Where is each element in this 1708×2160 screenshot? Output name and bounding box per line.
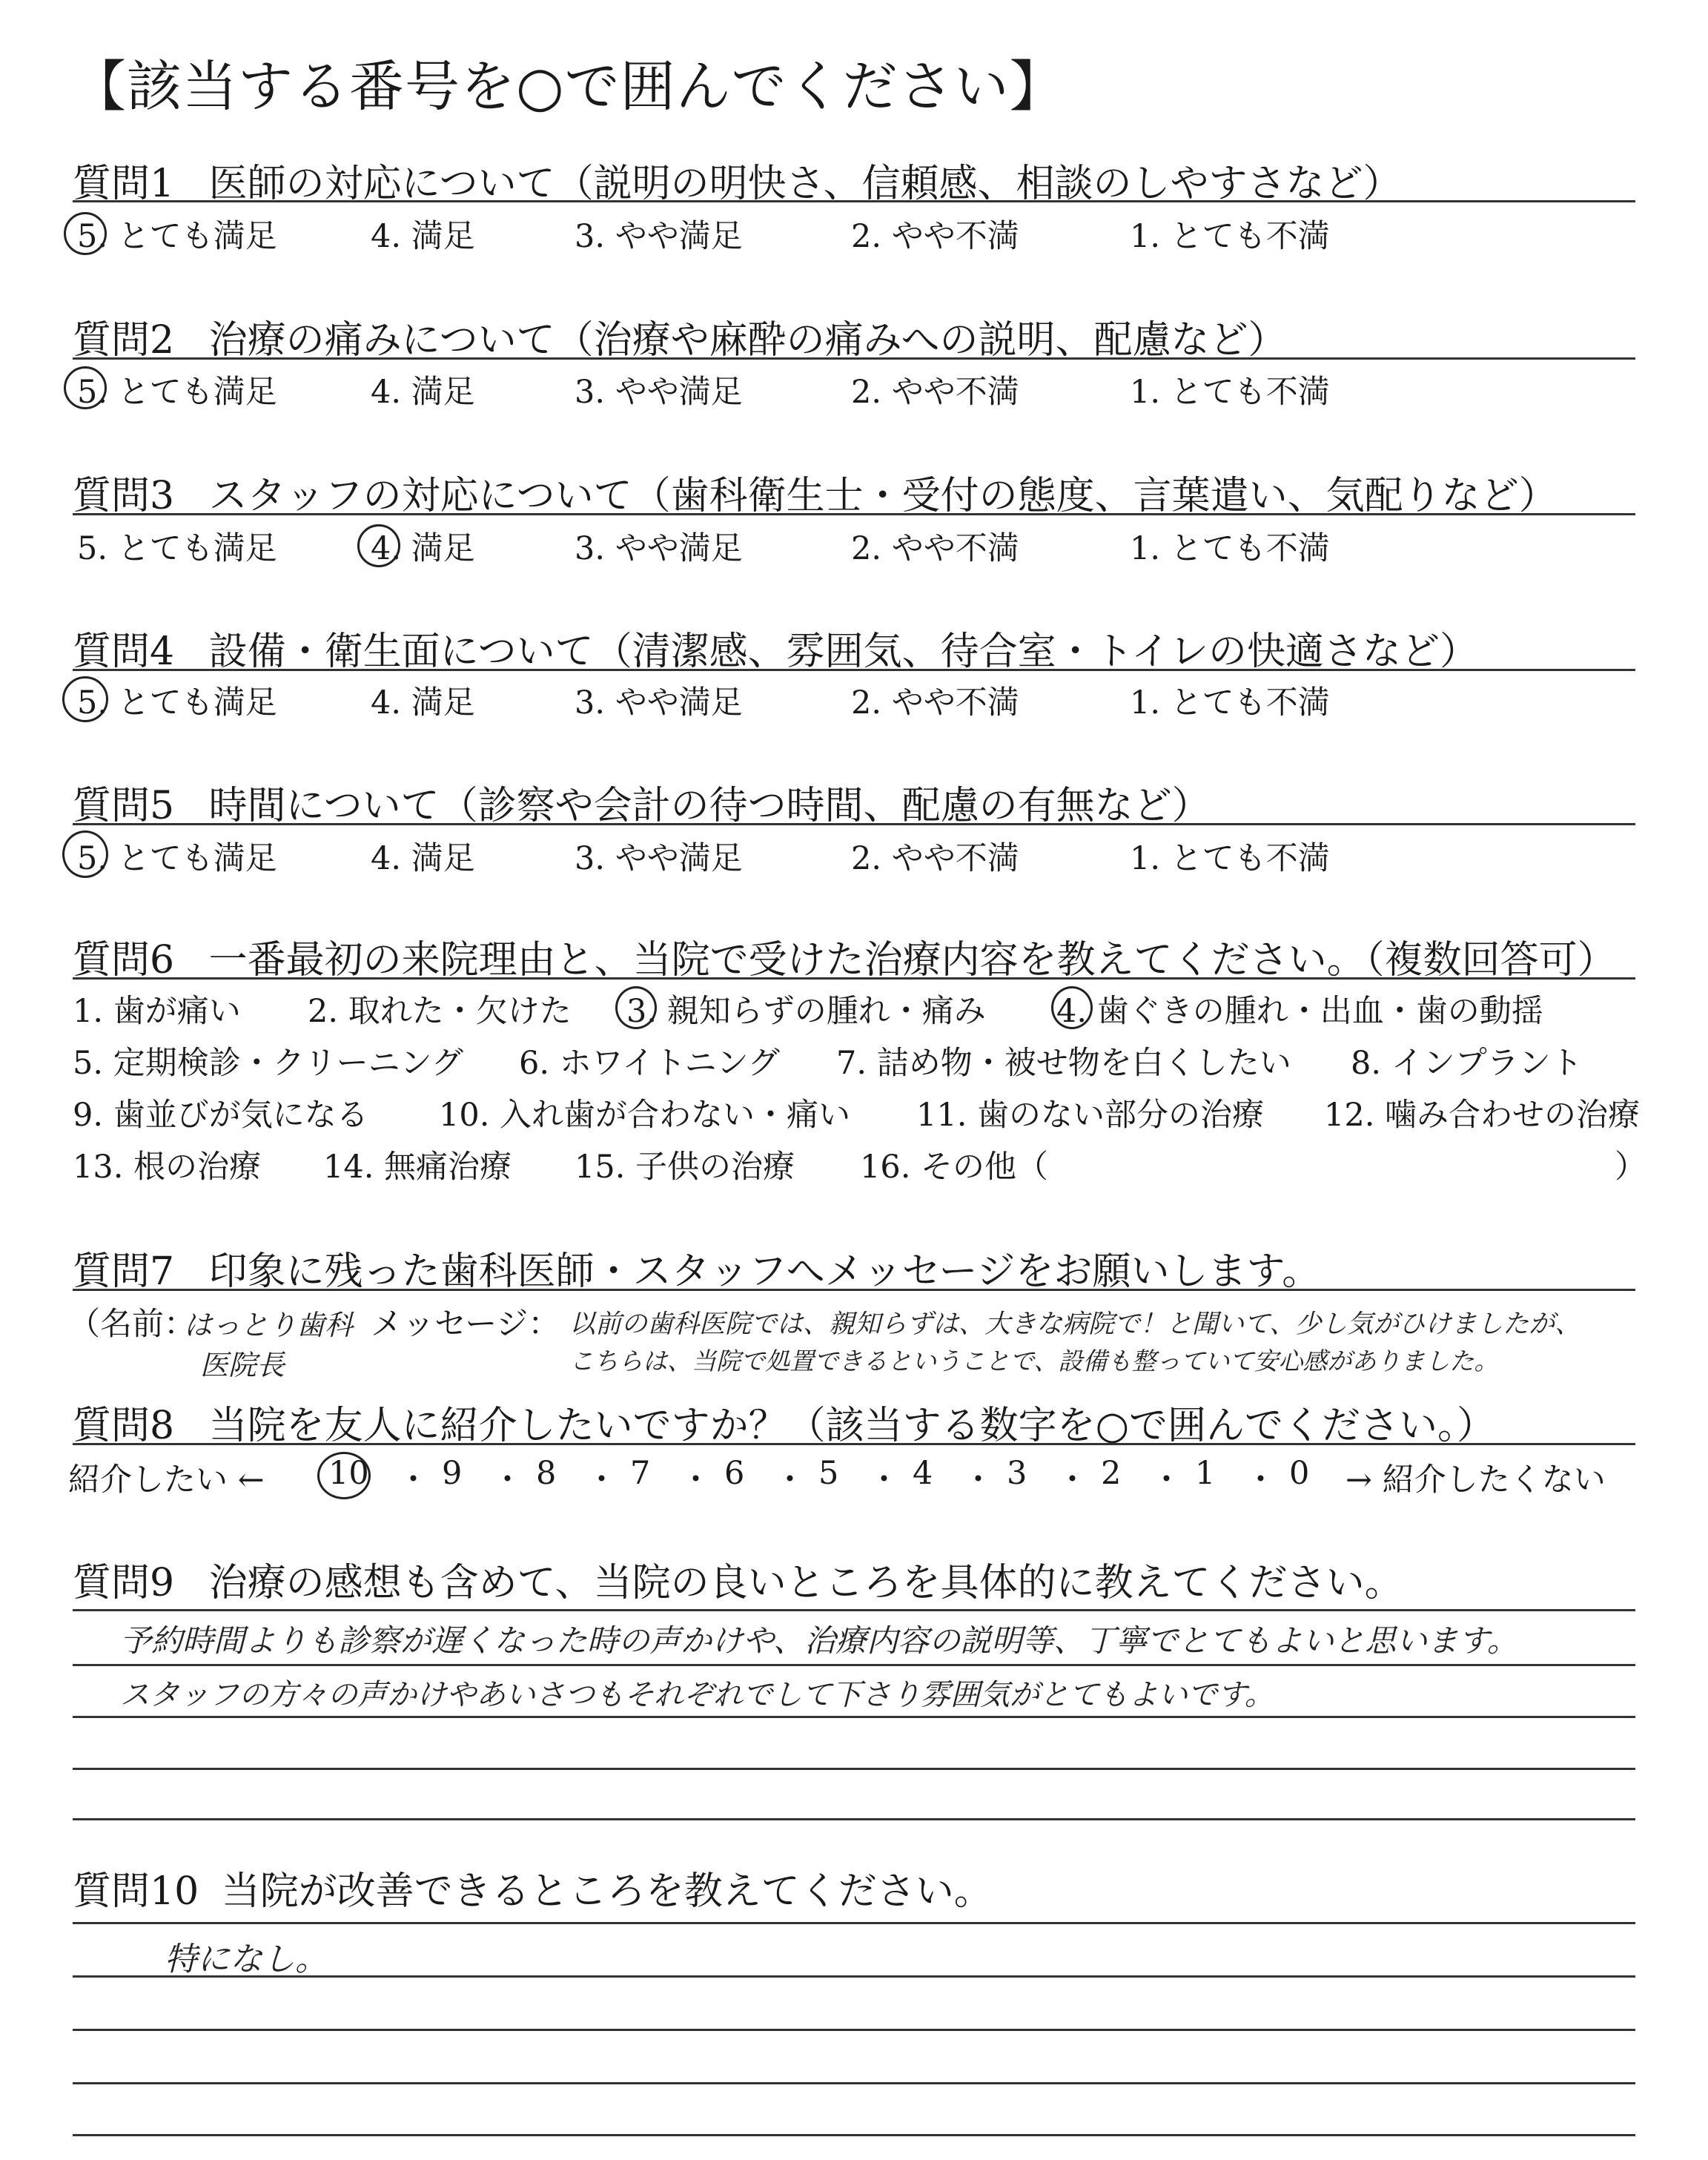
q6-option-6[interactable]: 6. ホワイトニング <box>519 1045 780 1082</box>
question-6-heading <box>73 928 1616 984</box>
scale-dot: ・ <box>586 1462 618 1499</box>
answer-line <box>73 1768 1635 1770</box>
scale-0[interactable]: 0 <box>1289 1455 1310 1492</box>
page-title: 【該当する番号を○で囲んでください】 <box>71 55 1065 119</box>
q9-answer-line-1: 予約時間よりも診察が遅くなった時の声かけや、治療内容の説明等、丁寧でとてもよいと思います。 <box>120 1622 1518 1659</box>
question-6-label: 質問6 <box>73 938 175 982</box>
answer-line <box>73 1609 1635 1611</box>
name-value: はっとり歯科 <box>184 1309 354 1341</box>
q4-option-1[interactable]: 1. とても不満 <box>1130 684 1330 721</box>
divider <box>73 669 1635 671</box>
scale-8[interactable]: 8 <box>536 1455 557 1492</box>
answer-line <box>73 1716 1635 1718</box>
scale-6[interactable]: 6 <box>724 1455 745 1492</box>
question-8-label: 質問8 <box>73 1404 175 1448</box>
question-4-text: 設備・衛生面について（清潔感、雰囲気、待合室・トイレの快適さなど） <box>208 630 1478 674</box>
divider <box>73 1443 1635 1445</box>
question-5-text: 時間について（診察や会計の待つ時間、配慮の有無など） <box>208 784 1211 828</box>
q1-option-3[interactable]: 3. やや満足 <box>575 218 743 255</box>
answer-line <box>73 2134 1635 2136</box>
q6-option-11[interactable]: 11. 歯のない部分の治療 <box>916 1097 1265 1134</box>
q6-option-4[interactable]: 4. 歯ぐきの腫れ・出血・歯の動揺 <box>1056 993 1543 1030</box>
question-10-text: 当院が改善できるところを教えてください。 <box>221 1869 993 1914</box>
q9-answer-line-2: スタッフの方々の声かけやあいさつもそれぞれでして下さり雰囲気がとてもよいです。 <box>120 1678 1274 1712</box>
message-line-1: 以前の歯科医院では、親知らずは、大きな病院で！と聞いて、少し気がひけましたが、 <box>569 1309 1581 1339</box>
q5-option-5[interactable]: 5. とても満足 <box>77 840 277 877</box>
q2-option-1[interactable]: 1. とても不満 <box>1130 374 1330 411</box>
divider <box>73 513 1635 515</box>
scale-right-label: → 紹介したくない <box>1345 1462 1606 1499</box>
question-1-text: 医師の対応について（説明の明快さ、信頼感、相談のしやすさなど） <box>208 162 1402 206</box>
q5-option-2[interactable]: 2. やや不満 <box>851 840 1019 877</box>
scale-dot: ・ <box>1245 1462 1277 1499</box>
scale-dot: ・ <box>1056 1462 1088 1499</box>
scale-dot: ・ <box>1151 1462 1182 1499</box>
q5-option-1[interactable]: 1. とても不満 <box>1130 840 1330 877</box>
question-3-text: スタッフの対応について（歯科衛生士・受付の態度、言葉遣い、気配りなど） <box>208 474 1558 518</box>
question-4-label: 質問4 <box>73 630 175 674</box>
scale-9[interactable]: 9 <box>442 1455 463 1492</box>
question-3-label: 質問3 <box>73 474 175 518</box>
q2-option-2[interactable]: 2. やや不満 <box>851 374 1019 411</box>
q3-option-2[interactable]: 2. やや不満 <box>851 530 1019 567</box>
q4-option-5[interactable]: 5. とても満足 <box>77 684 277 721</box>
q6-option-9[interactable]: 9. 歯並びが気になる <box>73 1097 368 1134</box>
question-4-heading <box>73 620 1478 676</box>
q6-option-7[interactable]: 7. 詰め物・被せ物を白くしたい <box>836 1045 1291 1082</box>
question-7-text: 印象に残った歯科医師・スタッフへメッセージをお願いします。 <box>208 1249 1321 1294</box>
scale-2[interactable]: 2 <box>1101 1455 1122 1492</box>
question-5-label: 質問5 <box>73 784 175 828</box>
selection-circle <box>317 1452 371 1499</box>
q5-option-3[interactable]: 3. やや満足 <box>575 840 743 877</box>
q6-option-5[interactable]: 5. 定期検診・クリーニング <box>73 1045 463 1082</box>
scale-left-label: 紹介したい ← <box>68 1462 265 1499</box>
question-8-text: 当院を友人に紹介したいですか？（該当する数字を○で囲んでください。） <box>208 1404 1495 1448</box>
question-8-heading <box>73 1394 1495 1450</box>
q3-option-5[interactable]: 5. とても満足 <box>77 530 277 567</box>
q6-option-15[interactable]: 15. 子供の治療 <box>575 1149 795 1186</box>
question-10-label: 質問10 <box>73 1869 199 1914</box>
scale-10[interactable]: 10 <box>328 1455 369 1492</box>
scale-dot: ・ <box>491 1462 523 1499</box>
q1-option-2[interactable]: 2. やや不満 <box>851 218 1019 255</box>
q5-option-4[interactable]: 4. 満足 <box>371 840 475 877</box>
divider <box>73 977 1635 980</box>
divider <box>73 823 1635 825</box>
scale-1[interactable]: 1 <box>1195 1455 1216 1492</box>
q6-option-12[interactable]: 12. 噛み合わせの治療 <box>1324 1097 1641 1134</box>
scale-dot: ・ <box>680 1462 712 1499</box>
divider <box>73 200 1635 202</box>
name-label: （名前： <box>68 1306 196 1343</box>
q6-option-16[interactable]: 16. その他（ <box>860 1149 1049 1186</box>
q6-option-2[interactable]: 2. 取れた・欠けた <box>308 993 572 1030</box>
question-3-heading <box>73 464 1558 520</box>
answer-line <box>73 1922 1635 1924</box>
scale-7[interactable]: 7 <box>630 1455 651 1492</box>
q10-answer-line-1: 特になし。 <box>165 1941 328 1978</box>
q3-option-3[interactable]: 3. やや満足 <box>575 530 743 567</box>
message-line-2: こちらは、当院で処置できるということで、設備も整っていて安心感がありました。 <box>569 1347 1499 1375</box>
q4-option-3[interactable]: 3. やや満足 <box>575 684 743 721</box>
q6-option-1[interactable]: 1. 歯が痛い <box>73 993 241 1030</box>
q4-option-4[interactable]: 4. 満足 <box>371 684 475 721</box>
selection-circle <box>64 212 107 255</box>
scale-5[interactable]: 5 <box>818 1455 839 1492</box>
answer-line <box>73 2082 1635 2084</box>
question-7-label: 質問7 <box>73 1249 175 1294</box>
q3-option-1[interactable]: 1. とても不満 <box>1130 530 1330 567</box>
question-2-text: 治療の痛みについて（治療や麻酔の痛みへの説明、配慮など） <box>208 318 1287 363</box>
divider <box>73 357 1635 360</box>
question-9-text: 治療の感想も含めて、当院の良いところを具体的に教えてください。 <box>208 1561 1403 1605</box>
q4-option-2[interactable]: 2. やや不満 <box>851 684 1019 721</box>
q3-option-4[interactable]: 4. 満足 <box>371 530 475 567</box>
question-7-heading <box>73 1240 1320 1295</box>
question-1-heading <box>73 152 1402 208</box>
q2-option-5[interactable]: 5. とても満足 <box>77 374 277 411</box>
selection-circle <box>62 830 108 878</box>
scale-dot: ・ <box>397 1462 429 1499</box>
answer-line <box>73 1664 1635 1666</box>
q6-option-14[interactable]: 14. 無痛治療 <box>323 1149 512 1186</box>
scale-dot: ・ <box>868 1462 900 1499</box>
q1-option-1[interactable]: 1. とても不満 <box>1130 218 1330 255</box>
question-9-label: 質問9 <box>73 1561 175 1605</box>
selection-circle <box>62 676 108 722</box>
name-value-title: 医院長 <box>200 1349 285 1381</box>
question-2-heading <box>73 308 1287 364</box>
scale-4[interactable]: 4 <box>913 1455 933 1492</box>
selection-circle <box>357 524 400 567</box>
q2-option-4[interactable]: 4. 満足 <box>371 374 475 411</box>
divider <box>73 1289 1635 1291</box>
question-9-heading <box>73 1551 1403 1607</box>
question-2-label: 質問2 <box>73 318 175 363</box>
answer-line <box>73 1818 1635 1820</box>
selection-circle <box>615 986 657 1029</box>
question-10-heading <box>73 1860 993 1915</box>
scale-dot: ・ <box>774 1462 806 1499</box>
q6-option-8[interactable]: 8. インプラント <box>1351 1045 1583 1082</box>
answer-line <box>73 2029 1635 2031</box>
q6-option-13[interactable]: 13. 根の治療 <box>73 1149 262 1186</box>
question-5-heading <box>73 774 1211 830</box>
selection-circle <box>1051 986 1093 1029</box>
selection-circle <box>64 366 107 409</box>
q2-option-3[interactable]: 3. やや満足 <box>575 374 743 411</box>
question-1-label: 質問1 <box>73 162 175 206</box>
scale-3[interactable]: 3 <box>1007 1455 1027 1492</box>
q6-option-10[interactable]: 10. 入れ歯が合わない・痛い <box>439 1097 851 1134</box>
scale-dot: ・ <box>962 1462 994 1499</box>
q1-option-5[interactable]: 5. とても満足 <box>77 218 277 255</box>
question-6-text: 一番最初の来院理由と、当院で受けた治療内容を教えてください。（複数回答可） <box>208 938 1616 982</box>
q6-other-close-paren: ） <box>1615 1149 1646 1186</box>
q1-option-4[interactable]: 4. 満足 <box>371 218 475 255</box>
q6-option-3[interactable]: 3. 親知らずの腫れ・痛み <box>626 993 986 1030</box>
message-label: メッセージ： <box>371 1306 560 1343</box>
